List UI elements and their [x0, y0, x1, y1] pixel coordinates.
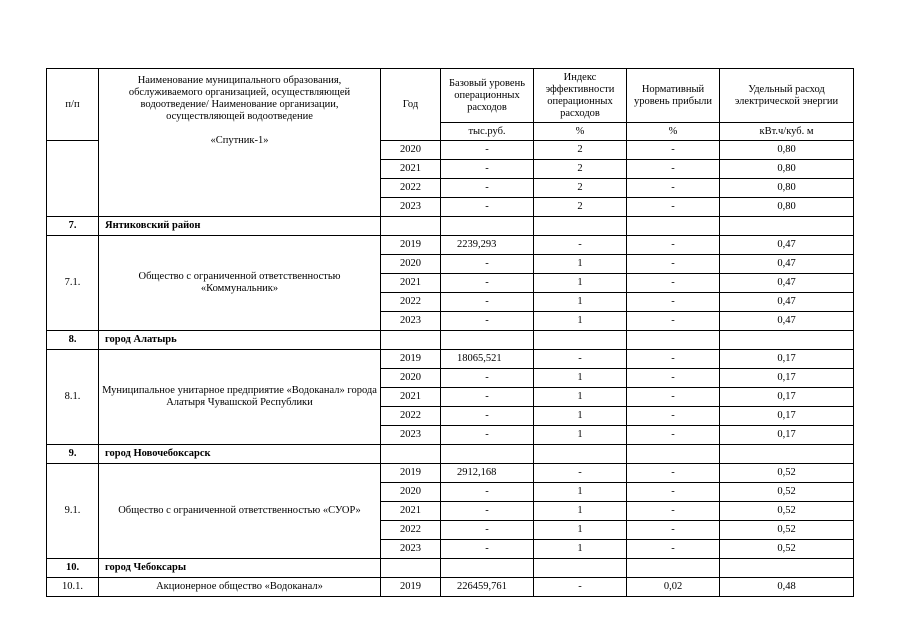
header-profit: Нормативный уровень прибыли: [627, 69, 720, 123]
year-cell: 2023: [381, 312, 441, 331]
profit-cell: -: [627, 198, 720, 217]
base-cell: 2912,168: [441, 464, 534, 483]
profit-cell: -: [627, 293, 720, 312]
year-cell: 2019: [381, 350, 441, 369]
section-title: город Чебоксары: [99, 559, 381, 578]
year-cell: 2022: [381, 521, 441, 540]
header-name-cell: [99, 69, 381, 217]
table-row: [47, 578, 854, 597]
empty-cell: [534, 331, 627, 350]
empty-cell: [441, 559, 534, 578]
header-num: п/п: [47, 69, 99, 141]
energy-cell: 0,80: [720, 141, 854, 160]
section-title: город Алатырь: [99, 331, 381, 350]
profit-cell: -: [627, 483, 720, 502]
empty-cell: [381, 331, 441, 350]
base-cell: -: [441, 293, 534, 312]
year-cell: 2022: [381, 179, 441, 198]
org-name-sputnik: «Спутник-1»: [210, 135, 269, 146]
section-header-row: [47, 217, 854, 236]
year-cell: 2020: [381, 483, 441, 502]
org-num: 7.1.: [47, 236, 99, 331]
section-header-row: [47, 331, 854, 350]
energy-cell: 0,17: [720, 407, 854, 426]
index-cell: 2: [534, 179, 627, 198]
empty-cell: [720, 331, 854, 350]
header-index: Индекс эффективности операционных расходов: [534, 69, 627, 123]
header-energy: Удельный расход электрической энергии: [720, 69, 854, 123]
year-cell: 2019: [381, 236, 441, 255]
year-cell: 2019: [381, 578, 441, 597]
base-cell: -: [441, 274, 534, 293]
index-cell: 1: [534, 407, 627, 426]
energy-cell: 0,47: [720, 293, 854, 312]
energy-cell: 0,52: [720, 483, 854, 502]
profit-cell: -: [627, 312, 720, 331]
profit-cell: -: [627, 274, 720, 293]
energy-cell: 0,17: [720, 426, 854, 445]
year-cell: 2020: [381, 369, 441, 388]
empty-cell: [627, 217, 720, 236]
empty-cell: [627, 445, 720, 464]
energy-cell: 0,17: [720, 369, 854, 388]
index-cell: -: [534, 578, 627, 597]
energy-cell: 0,80: [720, 179, 854, 198]
energy-cell: 0,52: [720, 464, 854, 483]
index-cell: 1: [534, 293, 627, 312]
energy-cell: 0,52: [720, 540, 854, 559]
year-cell: 2023: [381, 540, 441, 559]
energy-cell: 0,80: [720, 160, 854, 179]
base-cell: 18065,521: [441, 350, 534, 369]
empty-cell: [720, 445, 854, 464]
base-cell: 226459,761: [441, 578, 534, 597]
profit-cell: -: [627, 179, 720, 198]
unit-index: %: [534, 123, 627, 141]
index-cell: 1: [534, 426, 627, 445]
section-title: Янтиковский район: [99, 217, 381, 236]
base-cell: -: [441, 426, 534, 445]
org-num: 8.1.: [47, 350, 99, 445]
org-num: 9.1.: [47, 464, 99, 559]
year-cell: 2021: [381, 160, 441, 179]
energy-cell: 0,17: [720, 350, 854, 369]
base-cell: -: [441, 521, 534, 540]
table-row: [47, 236, 854, 255]
year-cell: 2021: [381, 274, 441, 293]
base-cell: -: [441, 540, 534, 559]
index-cell: 1: [534, 255, 627, 274]
year-cell: 2019: [381, 464, 441, 483]
empty-cell: [720, 217, 854, 236]
header-year: Год: [381, 69, 441, 141]
org-name: Муниципальное унитарное предприятие «Водоканал» города Алатыря Чувашской Республики: [99, 350, 381, 445]
index-cell: 1: [534, 312, 627, 331]
index-cell: -: [534, 236, 627, 255]
base-cell: -: [441, 502, 534, 521]
base-cell: 2239,293: [441, 236, 534, 255]
empty-cell: [627, 331, 720, 350]
index-cell: 1: [534, 369, 627, 388]
energy-cell: 0,47: [720, 255, 854, 274]
empty-cell: [441, 331, 534, 350]
energy-cell: 0,48: [720, 578, 854, 597]
section-num: 10.: [47, 559, 99, 578]
header-name: Наименование муниципального образования, обслуживаемого организацией, осуществляющей водоотведение/ Наименование организации, осуществляющей водоотведение: [128, 75, 351, 122]
profit-cell: -: [627, 369, 720, 388]
base-cell: -: [441, 198, 534, 217]
empty-cell: [441, 217, 534, 236]
empty-cell: [381, 559, 441, 578]
base-cell: -: [441, 255, 534, 274]
section-num: 8.: [47, 331, 99, 350]
year-cell: 2023: [381, 426, 441, 445]
index-cell: 1: [534, 274, 627, 293]
energy-cell: 0,52: [720, 521, 854, 540]
index-cell: 2: [534, 160, 627, 179]
header-base: Базовый уровень операционных расходов: [441, 69, 534, 123]
section-title: город Новочебоксарск: [99, 445, 381, 464]
profit-cell: -: [627, 255, 720, 274]
unit-base: тыс.руб.: [441, 123, 534, 141]
profit-cell: -: [627, 407, 720, 426]
profit-cell: 0,02: [627, 578, 720, 597]
empty-cell: [534, 445, 627, 464]
num-cell-empty: [47, 141, 99, 217]
year-cell: 2022: [381, 407, 441, 426]
base-cell: -: [441, 141, 534, 160]
profit-cell: -: [627, 540, 720, 559]
year-cell: 2022: [381, 293, 441, 312]
org-name: Общество с ограниченной ответственностью «Коммунальник»: [99, 236, 381, 331]
org-name: Акционерное общество «Водоканал»: [99, 578, 381, 597]
profit-cell: -: [627, 350, 720, 369]
energy-cell: 0,47: [720, 274, 854, 293]
index-cell: 1: [534, 388, 627, 407]
year-cell: 2021: [381, 388, 441, 407]
table-row: [47, 464, 854, 483]
profit-cell: -: [627, 502, 720, 521]
unit-profit: %: [627, 123, 720, 141]
profit-cell: -: [627, 426, 720, 445]
index-cell: 2: [534, 141, 627, 160]
profit-cell: -: [627, 141, 720, 160]
section-num: 9.: [47, 445, 99, 464]
org-name: Общество с ограниченной ответственностью «СУОР»: [99, 464, 381, 559]
tariff-table: [46, 68, 854, 597]
energy-cell: 0,52: [720, 502, 854, 521]
energy-cell: 0,47: [720, 236, 854, 255]
empty-cell: [381, 445, 441, 464]
empty-cell: [441, 445, 534, 464]
unit-energy: кВт.ч/куб. м: [720, 123, 854, 141]
year-cell: 2021: [381, 502, 441, 521]
header-row: [47, 69, 854, 123]
table-row: [47, 350, 854, 369]
index-cell: 1: [534, 483, 627, 502]
year-cell: 2020: [381, 141, 441, 160]
base-cell: -: [441, 388, 534, 407]
energy-cell: 0,47: [720, 312, 854, 331]
base-cell: -: [441, 369, 534, 388]
index-cell: 1: [534, 540, 627, 559]
energy-cell: 0,80: [720, 198, 854, 217]
base-cell: -: [441, 407, 534, 426]
energy-cell: 0,17: [720, 388, 854, 407]
index-cell: -: [534, 350, 627, 369]
empty-cell: [534, 217, 627, 236]
year-cell: 2023: [381, 198, 441, 217]
index-cell: -: [534, 464, 627, 483]
section-num: 7.: [47, 217, 99, 236]
empty-cell: [381, 217, 441, 236]
base-cell: -: [441, 160, 534, 179]
profit-cell: -: [627, 236, 720, 255]
index-cell: 2: [534, 198, 627, 217]
section-header-row: [47, 559, 854, 578]
base-cell: -: [441, 312, 534, 331]
section-header-row: [47, 445, 854, 464]
index-cell: 1: [534, 502, 627, 521]
empty-cell: [534, 559, 627, 578]
profit-cell: -: [627, 388, 720, 407]
year-cell: 2020: [381, 255, 441, 274]
empty-cell: [627, 559, 720, 578]
index-cell: 1: [534, 521, 627, 540]
profit-cell: -: [627, 464, 720, 483]
empty-cell: [720, 559, 854, 578]
base-cell: -: [441, 179, 534, 198]
org-num: 10.1.: [47, 578, 99, 597]
profit-cell: -: [627, 521, 720, 540]
base-cell: -: [441, 483, 534, 502]
profit-cell: -: [627, 160, 720, 179]
